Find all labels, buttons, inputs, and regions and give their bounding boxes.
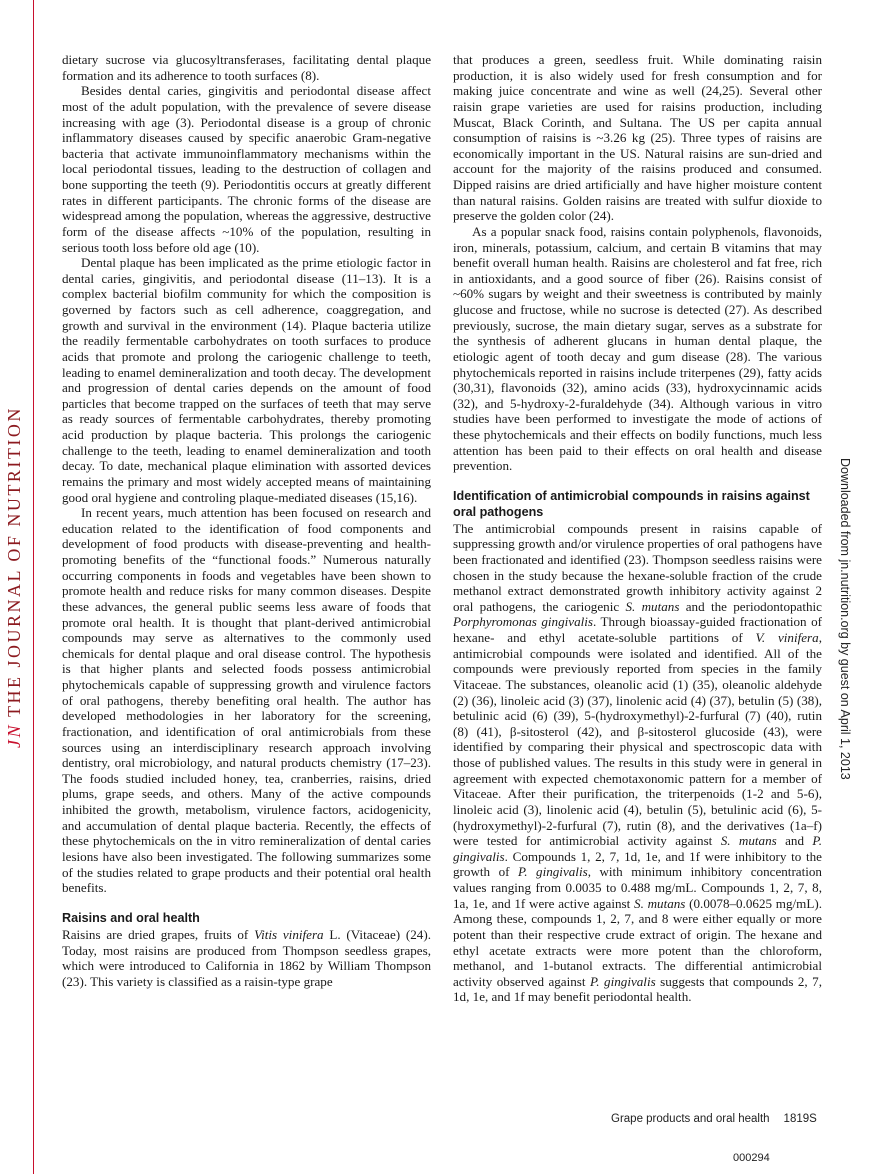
running-title: Grape products and oral health	[611, 1113, 770, 1125]
text-run: The antimicrobial compounds present in raisins capable of suppressing growth and/or virulence properties of oral pathogens have been fractionated and identified (23). Thompson seedless raisins were chosen in the study because the hexane-soluble fraction of the crude methanol extract demonstrated growth inhibitory activity against 2 oral pathogens, the cariogenic	[453, 520, 822, 614]
text-run: , antimicrobial compounds were isolated and identified. All of the compounds were previously reported from species in the family Vitaceae. The substances, oleanolic acid (1) (35), oleanolic aldehyde (2) (36), linoleic acid (3) (37), linolenic acid (4) (37), betulin (5) (38), betulinic acid (6) (39), 5-(hydroxymethyl)-2-furfural (7) (40), rutin (8) (41), β-sitosterol (42), and β-sitosterol glucoside (43), were identified by comparing their physical and spectroscopic data with those of published values. The results in this study were in general in agreement with expected chemotaxonomic pattern for a member of Vitaceae. After their purification, the triterpenoids (1-2 and 5-6), linoleic acid (3), linolenic acid (4), betulin (5), betulinic acid (6), 5-(hydroxymethyl)-2-furfural (7), rutin (8), and the derivatives (1a–f) were tested for antimicrobial activity against	[453, 630, 822, 849]
species-name: P. gingivalis	[590, 973, 656, 989]
text-run: (0.0078–0.0625 mg/mL). Among these, compounds 1, 2, 7, and 8 were either equally or more potent than their respective crude extract of origin. The hexane and ethyl acetate extracts were more potent than the chloroform, methanol, and 1-butanol extracts. The differential antimicrobial activity observed against	[453, 895, 822, 989]
species-name: Vitis vinifera	[254, 926, 324, 942]
species-name: P. gingivalis	[453, 833, 822, 864]
species-name: S. mutans	[625, 598, 680, 614]
paragraph: In recent years, much attention has been focused on research and education related to the identification of food components and development of food products with disease-preventing and health-promoting benefits of the “functional foods.” Numerous naturally occurring components in foods and vegetables have been shown to promote health and reduce risks for many common diseases. Despite these advances, the general public seems less aware of foods that promote oral health. It is thought that plant-derived antimicrobial compounds may serve as alternatives to the commonly used chemicals for dental plaque and oral disease control. The hypothesis is that higher plants and selected foods possess antimicrobial phytochemicals capable of suppressing growth and virulence factors of oral pathogens, thereby benefiting oral health. The author has developed methodologies in her laboratory for the screening, fractionation, and identification of oral antimicrobials from these sources using an interdisciplinary research approach involving dentistry, oral microbiology, and natural products chemistry (17–23). The foods studied included honey, tea, cranberries, raisins, dried plums, grape seeds, and others. Many of the active compounds inhibited the growth, metabolism, virulence factors, acidogenicity, and accumulation of dental plaque bacteria. Recently, the effects of these phytochemicals on the in vitro remineralization of dental caries lesions have also been investigated. The following summarizes some of the studies related to grape products and their potential oral health benefits.	[62, 505, 431, 896]
download-note: Downloaded from jn.nutrition.org by guest on April 1, 2013	[838, 458, 852, 780]
page-number: 1819S	[783, 1113, 817, 1125]
text-run: , with minimum inhibitory concentration values ranging from 0.0035 to 0.488 mg/mL. Compounds 1, 2, 7, 8, 1a, 1e, and 1f were active against	[453, 864, 822, 911]
paragraph: dietary sucrose via glucosyltransferases, facilitating dental plaque formation and its adherence to tooth surfaces (8).	[62, 52, 431, 83]
journal-logo: JN	[4, 723, 24, 748]
text-run: . Compounds 1, 2, 7, 1d, 1e, and 1f were inhibitory to the growth of	[453, 848, 822, 880]
left-column	[62, 52, 431, 989]
text-run: . Through bioassay-guided fractionation of hexane- and ethyl acetate-soluble partitions of	[453, 614, 822, 646]
journal-name: THE JOURNAL OF NUTRITION	[4, 406, 24, 717]
document-id: 000294	[733, 1152, 770, 1164]
species-name: S. mutans	[720, 833, 777, 849]
paragraph: Besides dental caries, gingivitis and periodontal disease affect most of the adult population, with the prevalence of severe disease increasing with age (3). Periodontal disease is a group of chronic inflammatory diseases caused by specific anaerobic Gram-negative bacteria that activate immunoinflammatory mechanisms within the local periodontal tissues, leading to the destruction of collagen and bone supporting the teeth (9). Periodontitis occurs at greatly different rates in different participants. The chronic forms of the disease are widespread among the population, whereas the aggressive, destructive form of the disease affects ~10% of the population, resulting in serious tooth loss before old age (10).	[62, 83, 431, 255]
text-run: and	[776, 833, 813, 849]
paragraph: Dental plaque has been implicated as the prime etiologic factor in dental caries, gingivitis, and periodontal disease (11–13). It is a complex bacterial biofilm community for which the composition is governed by factors such as cell adherence, coaggregation, and growth and survival in the environment (14). Plaque bacteria utilize the readily fermentable carbohydrates on tooth surfaces to produce acids that promote and prolong the cariogenic challenge to teeth, leading to enamel demineralization and tooth decay. The development and progression of dental caries depends on the amount of food particles that become trapped on the surfaces of teeth that may serve as ready sources of fermentable carbohydrates, thereby promoting acid production by plaque bacteria. This prolongs the cariogenic challenge to the teeth, leading to enamel demineralization and tooth decay. To date, mechanical plaque elimination with assorted devices remains the primary and most widely accepted means of maintaining good oral hygiene and controling plaque-mediated diseases (15,16).	[62, 255, 431, 505]
running-footer	[611, 1113, 817, 1125]
paragraph: As a popular snack food, raisins contain polyphenols, flavonoids, iron, minerals, potassium, calcium, and certain B vitamins that may benefit overall human health. Raisins are cholesterol and fat free, rich in antioxidants, and a good source of fiber (26). Raisins consist of ~60% sugars by weight and their sweetness is contributed by mainly glucose and fructose, while no sucrose is detected (27). As described previously, sucrose, the main dietary sugar, serves as a substrate for the synthesis of adherent glucans in human dental plaque, the etiologic agent of tooth decay and gum disease (28). The various phytochemicals reported in raisins include triterpenes (29), fatty acids (30,31), flavonoids (32), amino acids (33), hydroxycinnamic acids (32), and 5-hydroxy-2-furaldehyde (34). Although various in vitro studies have been performed to investigate the mode of actions of these phytochemicals and their effects on bodily functions, much less attention has been paid to their effects on oral health and disease prevention.	[453, 223, 822, 474]
paragraph	[453, 521, 822, 1005]
paragraph: that produces a green, seedless fruit. While dominating raisin production, it is also widely used for fresh consumption and for making juice concentrate and wine as well (24,25). Several other raisin grape varieties are used for raisins production, including Muscat, Black Corinth, and Sultana. The US per capita annual consumption of raisins is ~3.26 kg (25). Three types of raisins are economically important in the US. Natural raisins are sun-dried and account for the majority of the raisins produced and consumed. Dipped raisins are dried artificially and have higher moisture content than natural raisins. Golden raisins are treated with sulfur dioxide to preserve the golden color (24).	[453, 52, 822, 224]
journal-side-title	[4, 406, 25, 748]
text-run: Raisins are dried grapes, fruits of	[62, 926, 255, 942]
section-heading: Raisins and oral health	[62, 911, 200, 926]
species-name: S. mutans	[634, 895, 686, 911]
species-name: V. vinifera	[755, 630, 819, 646]
species-name: P. gingivalis	[517, 864, 588, 880]
species-name: Porphyromonas gingivalis	[453, 614, 594, 630]
right-column	[453, 52, 822, 1005]
text-run: suggests that compounds 2, 7, 1d, 1e, and 1f may benefit periodontal health.	[453, 973, 822, 1005]
margin-rule	[33, 0, 34, 1174]
text-run: and the periodontopathic	[679, 598, 822, 614]
paragraph	[62, 927, 431, 990]
section-heading: Identification of antimicrobial compounds in raisins against oral pathogens	[453, 489, 810, 520]
text-run: L. (Vitaceae) (24). Today, most raisins are produced from Thompson seedless grapes, which were introduced to California in 1862 by William Thompson (23). This variety is classified as a raisin-type grape	[62, 926, 431, 989]
